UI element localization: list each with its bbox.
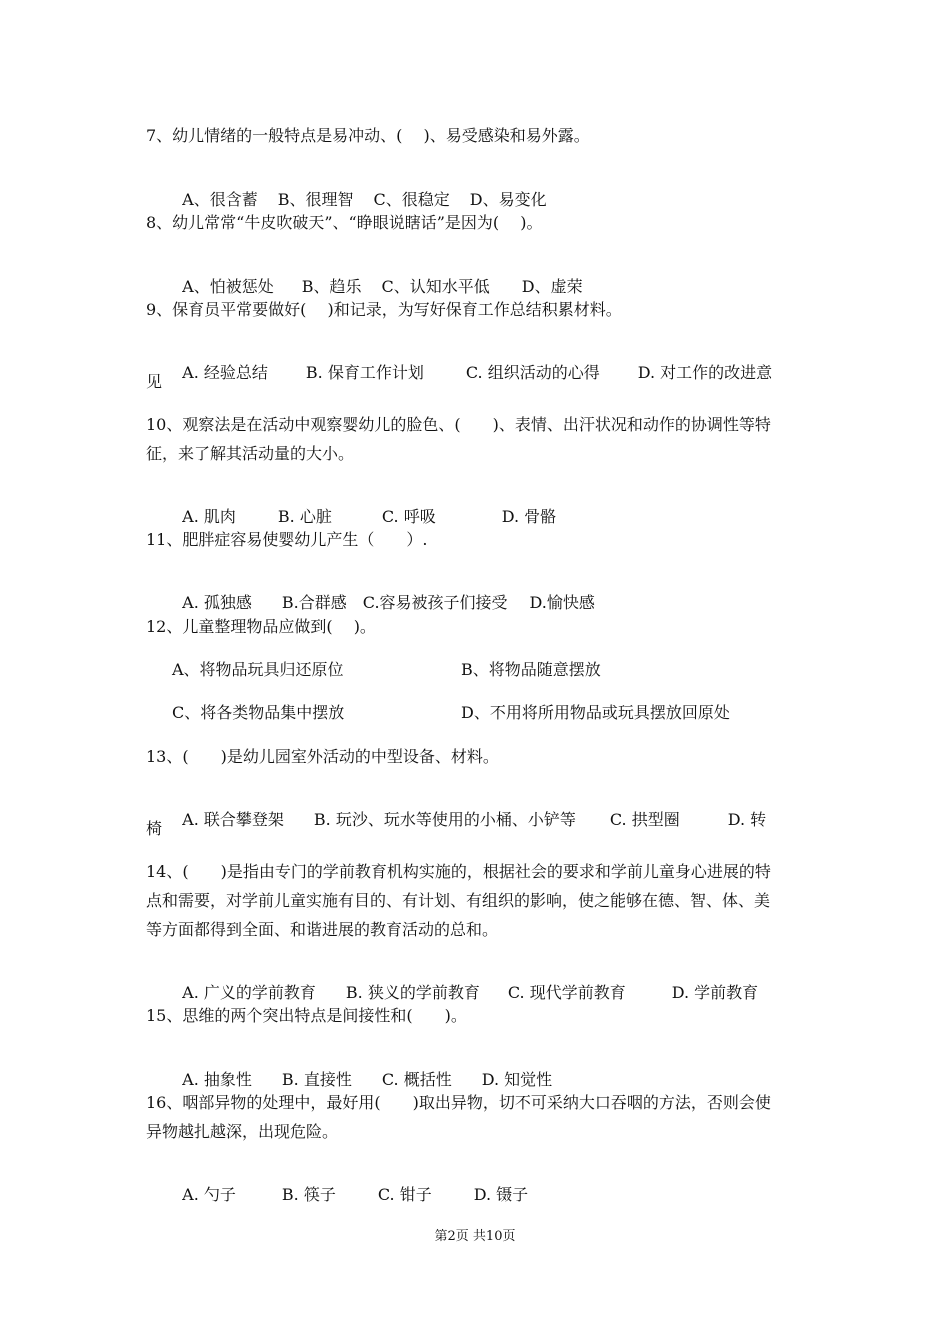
option-c: C.容易被孩子们接受 <box>362 593 508 612</box>
question-13-stem: 13、( )是幼儿园室外活动的中型设备、材料。 <box>146 747 499 766</box>
option-c: C. 拱型圈 <box>609 810 680 829</box>
option-b: B. 直接性 <box>281 1070 352 1089</box>
question-10-stem-line-2: 征，来了解其活动量的大小。 <box>146 444 355 463</box>
question-16-stem-line-2: 异物越扎越深，出现危险。 <box>146 1122 339 1141</box>
question-16-stem-line-1: 16、咽部异物的处理中，最好用( )取出异物，切不可采纳大口吞咽的方法，否则会使 <box>146 1093 771 1112</box>
question-11-stem: 11、肥胖症容易使婴幼儿产生（ ）. <box>146 530 428 549</box>
question-9-options <box>172 343 772 383</box>
question-10-stem-line-1: 10、观察法是在活动中观察婴幼儿的脸色、( )、表情、出汗状况和动作的协调性等特 <box>146 415 771 434</box>
question-11-options <box>172 573 595 613</box>
option-a: A. 广义的学前教育 <box>182 983 316 1002</box>
option-b: B、很理智 <box>277 190 354 209</box>
option-a: A. 经验总结 <box>182 363 268 382</box>
question-7-options <box>172 170 547 210</box>
question-10-options <box>172 487 556 527</box>
option-c: C. 呼吸 <box>381 507 436 526</box>
option-d: D. 转 <box>727 810 767 829</box>
question-14-options <box>172 963 758 1003</box>
page-footer: 第2页 共10页 <box>434 1229 516 1244</box>
option-a: A. 抽象性 <box>182 1070 252 1089</box>
option-d: D. 学前教育 <box>671 983 759 1002</box>
option-b: B. 玩沙、玩水等使用的小桶、小铲等 <box>313 810 576 829</box>
question-15-stem: 15、思维的两个突出特点是间接性和( )。 <box>146 1006 467 1025</box>
question-12-option-b: B、将物品随意摆放 <box>461 660 601 679</box>
option-a: A. 勺子 <box>182 1185 236 1204</box>
option-d: D. 对工作的改进意 <box>637 363 773 382</box>
option-a: A. 肌肉 <box>182 507 236 526</box>
question-9-stem: 9、保育员平常要做好( )和记录，为写好保育工作总结积累材料。 <box>146 300 622 319</box>
option-c: C. 概括性 <box>381 1070 452 1089</box>
option-c: C. 钳子 <box>377 1185 432 1204</box>
option-d: D.愉快感 <box>529 593 595 612</box>
question-8-stem: 8、幼儿常常“牛皮吹破天”、“睁眼说瞎话”是因为( )。 <box>146 213 543 232</box>
question-9-options-continuation: 见 <box>146 372 163 391</box>
question-14-stem-line-1: 14、( )是指由专门的学前教育机构实施的，根据社会的要求和学前儿童身心进展的特 <box>146 862 771 881</box>
option-b: B. 狭义的学前教育 <box>345 983 480 1002</box>
option-a: A、很含蓄 <box>182 190 258 209</box>
option-c: C、很稳定 <box>373 190 450 209</box>
question-14-stem-line-3: 等方面都得到全面、和谐进展的教育活动的总和。 <box>146 920 499 939</box>
option-d: D. 镊子 <box>473 1185 529 1204</box>
question-12-option-d: D、不用将所用物品或玩具摆放回原处 <box>461 703 730 722</box>
question-15-options <box>172 1050 552 1090</box>
option-b: B. 筷子 <box>281 1185 336 1204</box>
question-16-options <box>172 1165 528 1205</box>
option-b: B. 保育工作计划 <box>305 363 424 382</box>
option-c: C. 现代学前教育 <box>507 983 626 1002</box>
option-d: D. 骨骼 <box>501 507 557 526</box>
option-b: B. 心脏 <box>277 507 332 526</box>
question-12-option-a: A、将物品玩具归还原位 <box>172 660 344 679</box>
question-7-stem: 7、幼儿情绪的一般特点是易冲动、( )、易受感染和易外露。 <box>146 126 590 145</box>
option-a: A. 孤独感 <box>182 593 252 612</box>
option-d: D. 知觉性 <box>481 1070 553 1089</box>
question-12-stem: 12、儿童整理物品应做到( )。 <box>146 617 376 636</box>
option-d: D、易变化 <box>469 190 547 209</box>
option-b: B、趋乐 <box>301 277 362 296</box>
option-d: D、虚荣 <box>521 277 583 296</box>
option-c: C. 组织活动的心得 <box>465 363 600 382</box>
question-14-stem-line-2: 点和需要，对学前儿童实施有目的、有计划、有组织的影响，使之能够在德、智、体、美 <box>146 891 771 910</box>
question-13-options-continuation: 椅 <box>146 819 163 838</box>
question-12-option-c: C、将各类物品集中摆放 <box>172 703 345 722</box>
option-c: C、认知水平低 <box>381 277 490 296</box>
question-8-options <box>172 257 583 297</box>
option-a: A. 联合攀登架 <box>182 810 284 829</box>
option-b: B.合群感 <box>281 593 347 612</box>
question-13-options <box>172 790 766 830</box>
option-a: A、怕被惩处 <box>182 277 274 296</box>
